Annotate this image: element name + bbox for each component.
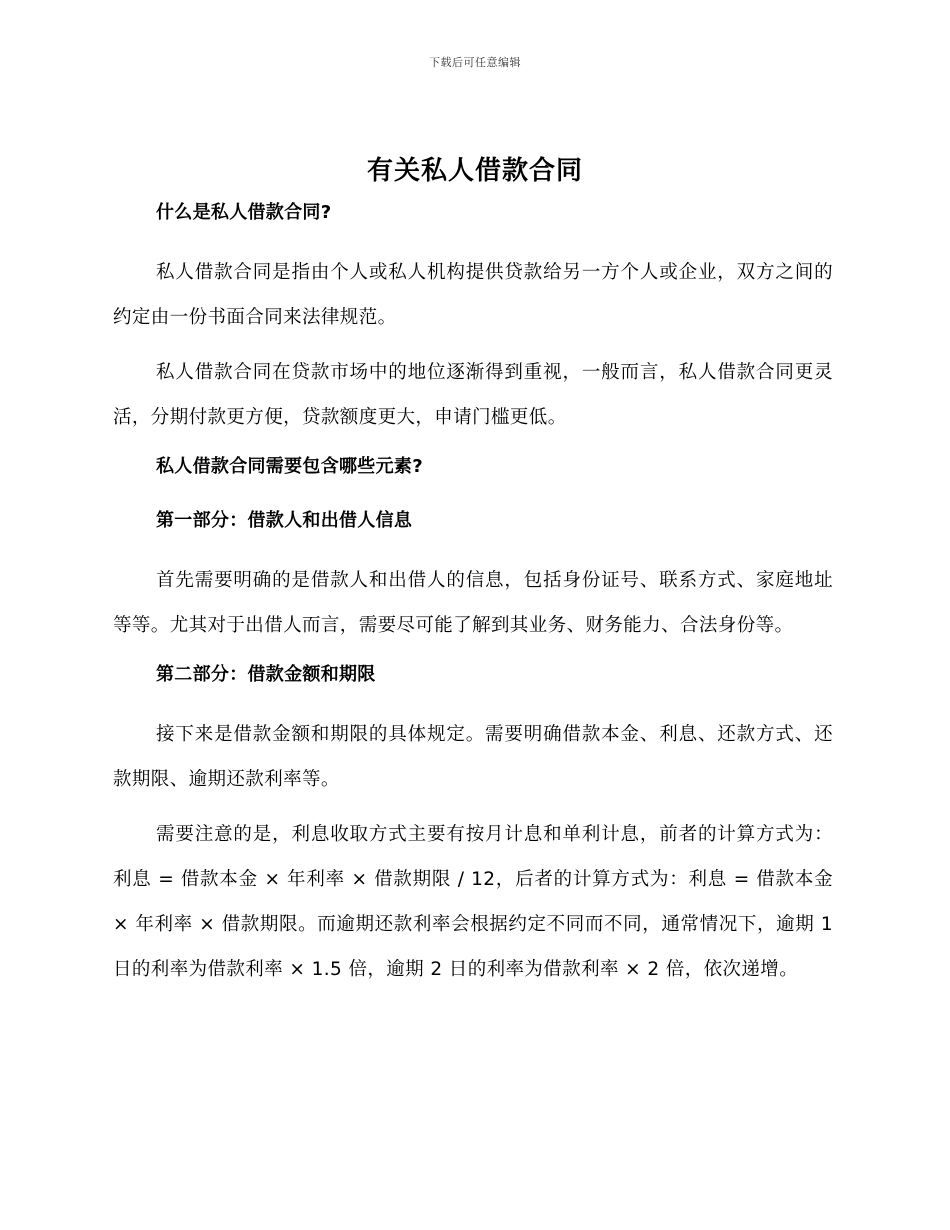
paragraph-market-position: 私人借款合同在贷款市场中的地位逐渐得到重视，一般而言，私人借款合同更灵活，分期付款更方便，贷款额度更大，申请门槛更低。 <box>113 362 833 428</box>
paragraph-amount-term: 接下来是借款金额和期限的具体规定。需要明确借款本金、利息、还款方式、还款期限、逾期还款利率等。 <box>113 724 833 790</box>
section-heading-part-one: 第一部分：借款人和出借人信息 <box>156 510 413 531</box>
section-heading-elements: 私人借款合同需要包含哪些元素? <box>156 456 423 477</box>
header-note: 下载后可任意编辑 <box>429 56 521 69</box>
paragraph-definition: 私人借款合同是指由个人或私人机构提供贷款给另一方个人或企业，双方之间的约定由一份书面合同来法律规范。 <box>113 262 833 328</box>
document-title: 有关私人借款合同 <box>366 156 583 186</box>
document-body <box>113 196 833 1002</box>
section-heading-part-two: 第二部分：借款金额和期限 <box>156 664 376 685</box>
paragraph-interest-calculation: 需要注意的是，利息收取方式主要有按月计息和单利计息，前者的计算方式为：利息 = 借款本金 × 年利率 × 借款期限 / 12，后者的计算方式为：利息 = 借款本金 × 年利率 × 借款期限。而逾期还款利率会根据约定不同而不同，通常情况下，逾期 1 日的利率为借款利率 × 1.5 倍，逾期 2 日的利率为借款利率 × 2 倍，依次递增。 <box>113 824 833 980</box>
paragraph-parties-info: 首先需要明确的是借款人和出借人的信息，包括身份证号、联系方式、家庭地址等等。尤其对于出借人而言，需要尽可能了解到其业务、财务能力、合法身份等。 <box>113 570 833 636</box>
section-heading-what-is: 什么是私人借款合同? <box>156 202 332 223</box>
